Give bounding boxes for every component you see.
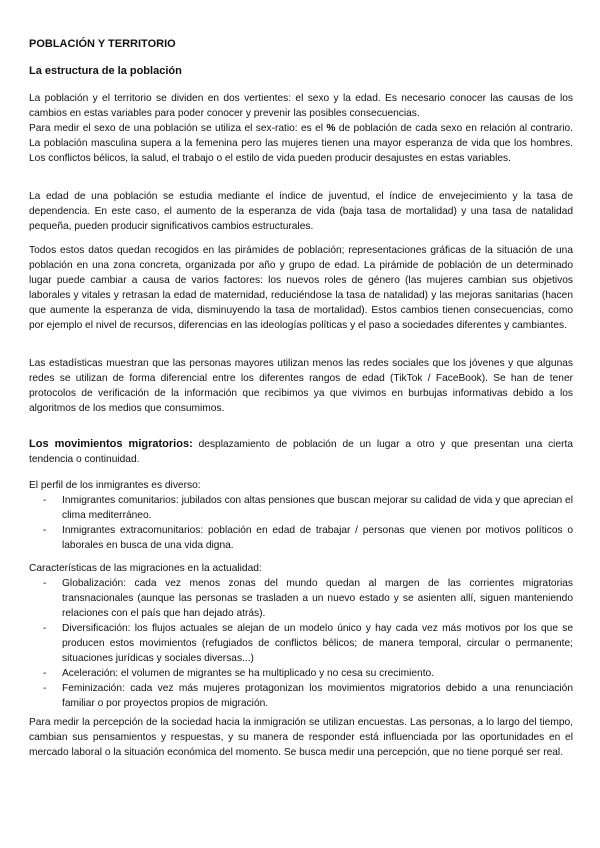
percent-sign: %: [326, 123, 336, 134]
migration-definition: desplazamiento de población de un lugar a otro y que presentan una cierta tendencia o continuidad.: [29, 439, 573, 465]
sex-ratio-text-b: de población de cada sexo en relación al contrario. La población masculina supera a la femenina pero las mujeres tienen una mayor esperanza de vida que los hombres. Los conflictos bélicos, la salud, el trabajo o el estilo de vida pueden producir desajustes en estas variables.: [29, 123, 574, 164]
caracteristicas-section: [29, 561, 573, 711]
sex-ratio-text-a: Para medir el sexo de una población se utiliza el sex-ratio: es el: [29, 123, 327, 134]
perfil-section: [29, 478, 573, 553]
list-item: - Globalización: cada vez menos zonas del mundo quedan al margen de las corrientes migratorias transnacionales (aunque las personas se trasladen a un nuevo estado y se asienten allí, siguen manteniendo relaciones con el país que han dejado atrás).: [29, 576, 573, 621]
list-item: - Feminización: cada vez más mujeres protagonizan los movimientos migratorios debido a una renunciación familiar o por proyectos propios de migración.: [29, 681, 573, 711]
perfil-intro: El perfil de los inmigrantes es diverso:: [29, 480, 201, 491]
paragraph-intro: La población y el territorio se dividen en dos vertientes: el sexo y la edad. Es necesario conocer las causas de los cambios en estas variables para poder conocer y prevenir las posibles consecuencias.: [29, 93, 573, 119]
section-subtitle: La estructura de la población: [29, 65, 182, 77]
paragraph-movimientos-migratorios: [29, 437, 573, 467]
page-title: POBLACIÓN Y TERRITORIO: [29, 38, 176, 50]
list-item: - Diversificación: los flujos actuales se alejan de un modelo único y hay cada vez más motivos por los que se producen estos movimientos (refugiados de conflictos bélicos; de manera temporal, circular o permanente; situaciones jurídicas y sociales diversas...): [29, 621, 573, 666]
list-item: - Inmigrantes comunitarios: jubilados con altas pensiones que buscan mejorar su calidad de vida y que aprecian el clima mediterráneo.: [29, 493, 573, 523]
migration-heading: Los movimientos migratorios:: [29, 438, 193, 450]
list-item: - Inmigrantes extracomunitarios: población en edad de trabajar / personas que vienen por motivos políticos o laborales en busca de una vida digna.: [29, 523, 573, 553]
paragraph-sexo-edad: [29, 91, 573, 166]
paragraph-estadisticas: Las estadísticas muestran que las personas mayores utilizan menos las redes sociales que los jóvenes y que algunas redes se utilizan de forma diferencial entre los diferentes rangos de edad (TikTok / FaceBook). Se han de tener protocolos de verificación de la información que recibimos ya que vivimos en burbujas informativas debido a los algoritmos de los medios que consumimos.: [29, 358, 573, 414]
paragraph-piramides: Todos estos datos quedan recogidos en las pirámides de población; representaciones gráficas de la situación de una población en una zona concreta, organizada por año y grupo de edad. La pirámide de población de un determinado lugar puede cambiar a causa de varios factores: los nuevos roles de género (las mujeres cambian sus objetivos laborales y vitales y retrasan la edad de maternidad, reduciéndose la tasa de natalidad) y las mejoras sanitarias (hacen que aumente la esperanza de vida, disminuyendo la tasa de mortalidad). Estos cambios tienen consecuencias, como por ejemplo el nivel de recursos, diferencias en las ideologías políticas y el paso a sociedades diferentes y cambiantes.: [29, 245, 573, 331]
perfil-list: [29, 493, 573, 553]
paragraph-sex-ratio: [29, 121, 573, 166]
paragraph-edad: La edad de una población se estudia mediante el índice de juventud, el índice de envejecimiento y la tasa de dependencia. En este caso, el aumento de la esperanza de vida (baja tasa de mortalidad) y una tasa de natalidad pequeña, pueden producir significativos cambios estructurales.: [29, 191, 573, 232]
list-item: - Aceleración: el volumen de migrantes se ha multiplicado y no cesa su crecimiento.: [29, 666, 573, 681]
paragraph-percepcion: Para medir la percepción de la sociedad hacia la inmigración se utilizan encuestas. Las personas, a lo largo del tiempo, cambian sus pensamientos y respuestas, y su manera de responder está influenciada por las oportunidades en el mercado laboral o la situación económica del momento. Se busca medir una percepción, que no tiene porqué ser real.: [29, 717, 573, 758]
caracteristicas-list: [29, 576, 573, 711]
caracteristicas-intro: Características de las migraciones en la actualidad:: [29, 563, 262, 574]
